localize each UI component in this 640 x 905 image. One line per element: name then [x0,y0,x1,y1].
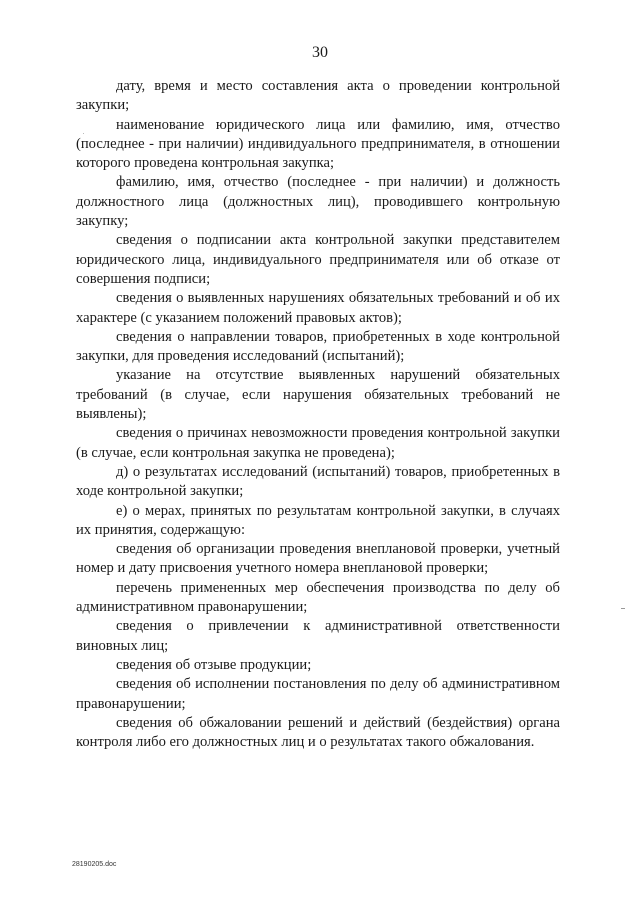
paragraph-legal-entity-name: наименование юридического лица или фамилию, имя, отчество (последнее - при наличии) индивидуального предпринимателя, в отношении которого проведена контрольная закупка; [76,116,560,172]
paragraph-resolution-execution: сведения об исполнении постановления по делу об административном правонарушении; [76,676,560,712]
paragraph-item-e: е) о мерах, принятых по результатам контрольной закупки, в случаях их принятия, содержащую: [76,502,560,538]
paragraph-no-violations: указание на отсутствие выявленных нарушений обязательных требований (в случае, если нарушения обязательных требований не выявлены); [76,367,560,423]
paragraph-product-recall: сведения об отзыве продукции; [116,656,312,673]
paragraph-act-date: дату, время и место составления акта о проведении контрольной закупки; [76,78,560,114]
page-number: 30 [312,44,328,61]
scan-speck [83,133,84,134]
paragraph-violations: сведения о выявленных нарушениях обязательных требований и об их характере (с указанием положений правовых актов); [76,290,560,326]
paragraph-liability: сведения о привлечении к административной ответственности виновных лиц; [76,618,560,654]
paragraph-item-d: д) о результатах исследований (испытаний) товаров, приобретенных в ходе контрольной закупки; [76,463,560,500]
document-body [76,77,560,752]
paragraph-goods-testing: сведения о направлении товаров, приобретенных в ходе контрольной закупки, для проведения исследований (испытаний); [76,328,560,365]
paragraph-enforcement-measures: перечень примененных мер обеспечения производства по делу об административном правонарушении; [76,579,560,616]
paragraph-appeal: сведения об обжаловании решений и действий (бездействия) органа контроля либо его должностных лиц и о результатах такого обжалования. [76,714,560,751]
paragraph-impossibility-reasons: сведения о причинах невозможности проведения контрольной закупки (в случае, если контрольная закупка не проведена); [76,425,560,461]
paragraph-unscheduled-inspection: сведения об организации проведения внеплановой проверки, учетный номер и дату присвоения учетного номера внеплановой проверки; [76,541,560,577]
footer-filename: 28190205.doc [72,861,117,868]
scan-artifact [621,608,625,609]
paragraph-act-signing: сведения о подписании акта контрольной закупки представителем юридического лица, индивидуального предпринимателя или об отказе от совершения подписи; [76,232,560,287]
paragraph-official-name: фамилию, имя, отчество (последнее - при наличии) и должность должностного лица (должностных лиц), проводившего контрольную закупку; [76,174,560,230]
